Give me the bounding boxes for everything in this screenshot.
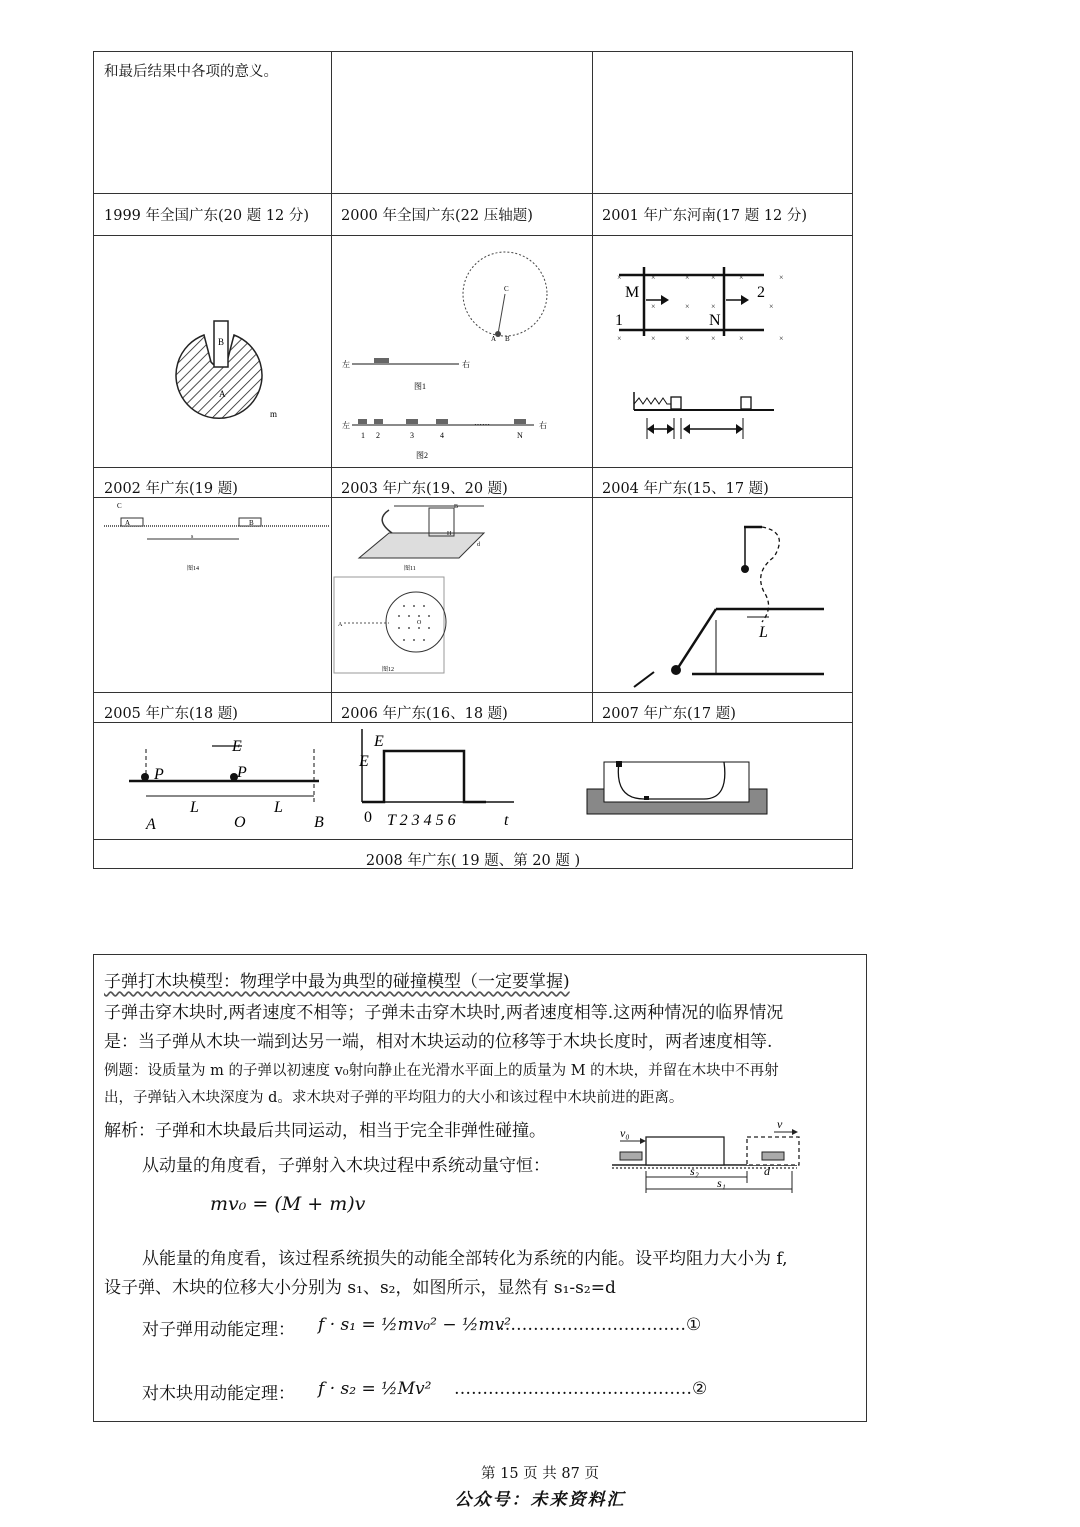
label-2: 2 (757, 284, 765, 301)
label-l2: L (274, 799, 283, 816)
caption-2006: 2006 年广东(16、18 题) (341, 706, 508, 722)
svg-text:×: × (685, 334, 690, 343)
figure-2001-rails (599, 252, 849, 462)
svg-text:×: × (617, 273, 622, 282)
label-right: 右 (462, 360, 470, 369)
momentum-text: 从动量的角度看，子弹射入木块过程中系统动量守恒： (142, 1156, 550, 1176)
caption-2003: 2003 年广东(19、20 题) (341, 481, 508, 497)
label-v0: v₀ (620, 1126, 630, 1140)
label-b: B (454, 504, 459, 510)
label-o: O (417, 620, 422, 626)
label-h: H (447, 531, 452, 537)
label-s1: s₁ (717, 1176, 726, 1190)
label-l1: L (190, 799, 199, 816)
caption-2000: 2000 年全国广东(22 压轴题) (341, 208, 533, 224)
label-s2: s₂ (690, 1164, 699, 1178)
label-t: t (504, 812, 509, 829)
label-b: B (314, 814, 324, 831)
energy-line1: 从能量的角度看，该过程系统损失的动能全部转化为系统的内能。设平均阻力大小为 f, (142, 1249, 788, 1269)
svg-text:×: × (779, 273, 784, 282)
label-b: B (218, 337, 225, 347)
theorem1-tail: ……………………………① (499, 1315, 702, 1335)
source-watermark: 公众号：未来资料汇 (454, 1490, 626, 1510)
label-o: O (234, 814, 246, 831)
svg-text:×: × (711, 273, 716, 282)
fig1-label: 图1 (414, 382, 426, 391)
theorem2-label: 对木块用动能定理： (142, 1384, 295, 1404)
svg-text:×: × (685, 302, 690, 311)
figure-2008 (94, 724, 852, 839)
caption-2008: 2008 年广东( 19 题、第 20 题 ) (365, 853, 581, 869)
caption-2005: 2005 年广东(18 题) (104, 706, 238, 722)
col-divider (331, 52, 332, 722)
svg-text:×: × (779, 334, 784, 343)
label-b: B (249, 519, 254, 527)
label-left: 左 (342, 360, 350, 369)
label-s: s (191, 534, 194, 540)
svg-text:×: × (617, 334, 622, 343)
caption-2001: 2001 年广东河南(17 题 12 分) (602, 208, 808, 224)
num-3: 3 (410, 431, 414, 440)
theorem1-equation: f · s₁ = ½mv₀² − ½mv² (318, 1315, 511, 1335)
fig-label: 图14 (187, 566, 200, 572)
svg-text:×: × (711, 302, 716, 311)
label-e2: E (374, 733, 384, 750)
label-c: C (504, 285, 509, 293)
theorem2-equation: f · s₂ = ½Mv² (318, 1379, 432, 1399)
num-2: 2 (376, 431, 380, 440)
figure-2003 (334, 498, 589, 691)
label-m: M (625, 284, 640, 301)
theorem2-tail: ……………………………………② (454, 1379, 708, 1399)
fig12-label: 图12 (382, 667, 395, 673)
fig2-label: 图2 (416, 451, 428, 460)
figure-1999-disc-rod (174, 317, 304, 467)
section-title: 子弹打木块模型：物理学中最为典型的碰撞模型（一定要掌握) (104, 972, 570, 992)
svg-text:×: × (651, 273, 656, 282)
para1-line1: 子弹击穿木块时,两者速度不相等；子弹未击穿木块时,两者速度相等.这两种情况的临界情况 (104, 1003, 784, 1023)
bullet-block-diagram (602, 1117, 802, 1197)
label-zero: 0 (364, 809, 372, 826)
row-divider (94, 235, 852, 236)
label-n: N (709, 312, 721, 329)
label-a: A (338, 622, 343, 628)
figure-2000-carts (334, 244, 589, 466)
label-left-2: 左 (342, 421, 350, 430)
label-m: m (270, 409, 278, 419)
label-1: 1 (615, 312, 623, 329)
label-a: A (491, 335, 497, 343)
label-l: L (759, 624, 768, 641)
label-d: d (764, 1164, 770, 1178)
dots: …… (474, 418, 490, 427)
svg-text:×: × (739, 334, 744, 343)
num-1: 1 (361, 431, 365, 440)
fig11-label: 图11 (404, 566, 416, 572)
svg-text:×: × (651, 302, 656, 311)
row-divider (94, 692, 852, 693)
label-a: A (146, 816, 156, 833)
momentum-equation: mv₀ = (M + m)v (210, 1193, 366, 1215)
label-a: A (125, 519, 131, 527)
num-4: 4 (440, 431, 444, 440)
caption-2002: 2002 年广东(19 题) (104, 481, 238, 497)
label-e3: E (359, 753, 369, 770)
label-c: C (117, 502, 122, 510)
exam-figure-table (93, 51, 853, 869)
caption-2004: 2004 年广东(15、17 题) (602, 481, 769, 497)
analysis-text: 解析：子弹和木块最后共同运动，相当于完全非弹性碰撞。 (104, 1121, 546, 1141)
label-e1: E (232, 738, 242, 755)
row-divider (94, 193, 852, 194)
col-divider (592, 52, 593, 722)
example-line2: 出，子弹钻入木块深度为 d。求木块对子弹的平均阻力的大小和该过程中木块前进的距离。 (104, 1090, 684, 1106)
svg-text:×: × (711, 334, 716, 343)
svg-text:×: × (769, 302, 774, 311)
svg-text:×: × (685, 273, 690, 282)
label-b: B (505, 335, 510, 343)
example-line1: 例题：设质量为 m 的子弹以初速度 v₀射向静止在光滑水平面上的质量为 M 的木块，并留在木块中不再射 (104, 1063, 779, 1079)
svg-text:×: × (651, 334, 656, 343)
energy-line2: 设子弹、木块的位移大小分别为 s₁、s₂，如图所示，显然有 s₁-s₂=d (104, 1278, 616, 1298)
page-number: 第 15 页 共 87 页 (481, 1466, 599, 1482)
label-right-2: 右 (539, 421, 547, 430)
bullet-block-model-section (93, 954, 867, 1422)
svg-text:×: × (739, 273, 744, 282)
label-v: v (777, 1117, 783, 1131)
row-divider (94, 839, 852, 840)
caption-1999: 1999 年全国广东(20 题 12 分) (104, 208, 310, 224)
axis-ticks: T 2 3 4 5 6 (387, 812, 456, 829)
label-p1: P (154, 766, 164, 783)
label-p2: P (237, 764, 247, 781)
row-divider (94, 467, 852, 468)
figure-2004 (614, 512, 849, 692)
figure-2002 (99, 498, 329, 588)
caption-2007: 2007 年广东(17 题) (602, 706, 736, 722)
num-n: N (517, 431, 523, 440)
label-d: d (477, 542, 480, 548)
top-cell-text: 和最后结果中各项的意义。 (104, 64, 278, 80)
label-a: A (219, 389, 226, 399)
theorem1-label: 对子弹用动能定理： (142, 1320, 295, 1340)
para1-line2: 是：当子弹从木块一端到达另一端，相对木块运动的位移等于木块长度时，两者速度相等. (104, 1032, 773, 1052)
